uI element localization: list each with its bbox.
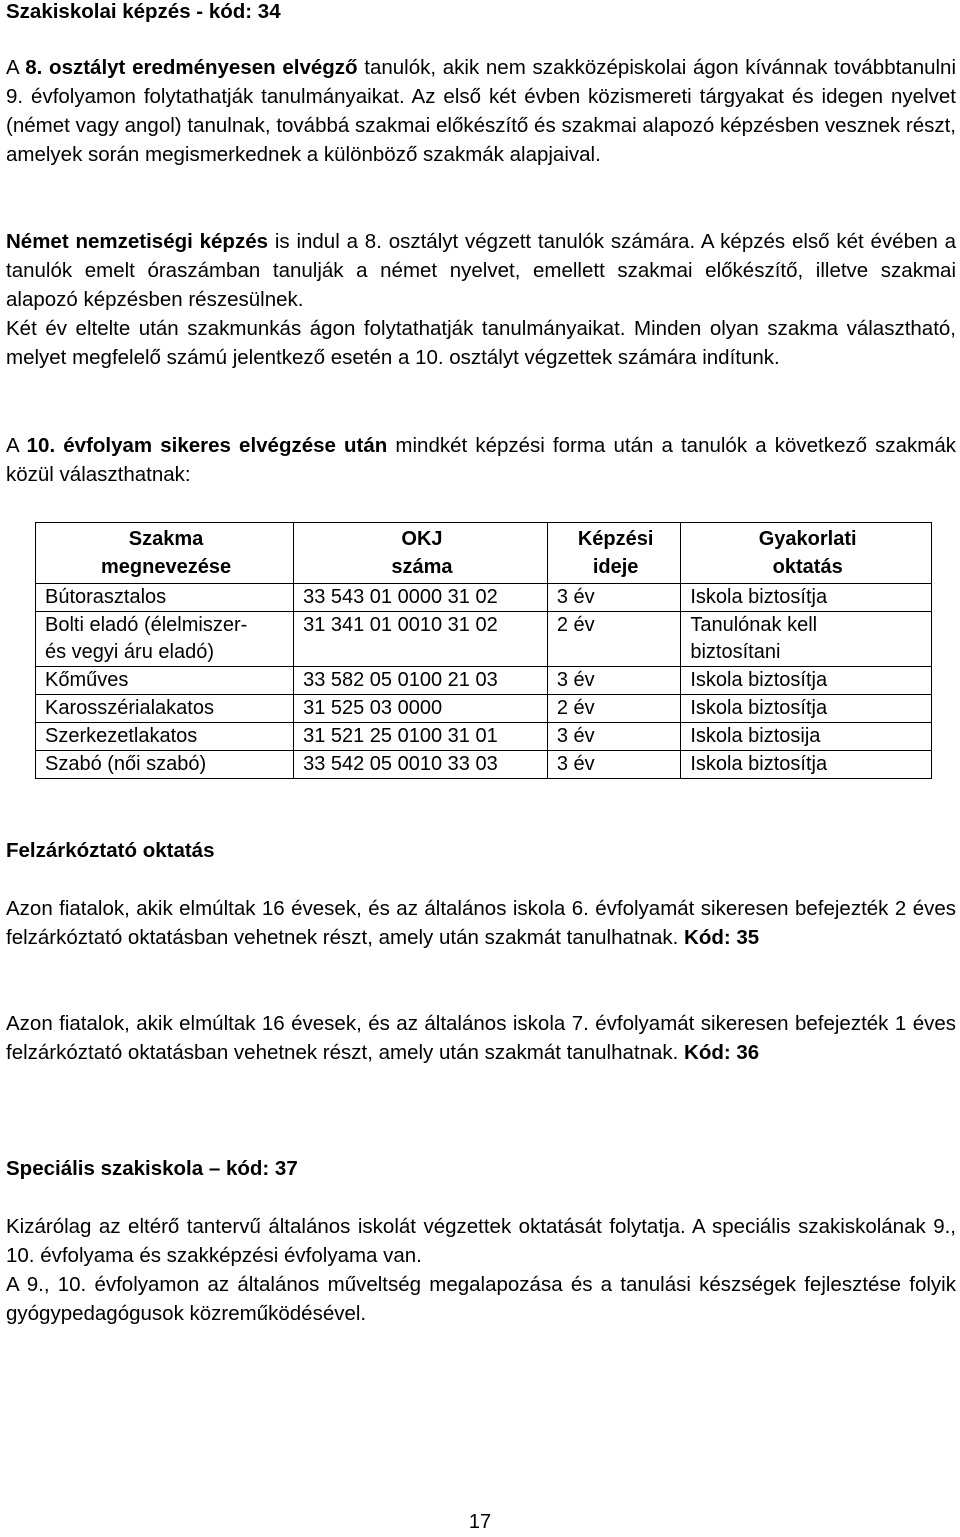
text-run: Azon fiatalok, akik elmúltak 16 évesek, és az általános iskola 7. évfolyamát sikeresen befejezték 1 éves felzárkóztató oktatásban vehetnek részt, amely után szakmát tanulhatnak. [6, 1012, 956, 1064]
table-cell: 2 év [547, 612, 680, 667]
text-run: mindkét képzési forma után a tanulók a következő szakmák közül választhatnak: [6, 434, 956, 486]
table-cell: Kőműves [36, 667, 294, 695]
table-cell: Bútorasztalos [36, 584, 294, 612]
text-run: A [6, 434, 27, 457]
table-cell: 31 525 03 0000 [294, 695, 548, 723]
bold-run: 8. osztályt eredményesen elvégző [25, 56, 358, 79]
table-row [36, 584, 932, 612]
table-cell: Iskola biztosítja [681, 751, 932, 779]
paragraph-intro [6, 53, 956, 169]
table-cell: Tanulónak kell biztosítani [681, 612, 932, 667]
section-heading-szakiskola: Szakiskolai képzés - kód: 34 [6, 0, 281, 23]
table-cell: 3 év [547, 584, 680, 612]
table-cell: 3 év [547, 667, 680, 695]
section-heading-felzarkoztato: Felzárkóztató oktatás [6, 839, 215, 862]
header-cell: Szakma megnevezése [36, 523, 294, 584]
table-cell: 3 év [547, 723, 680, 751]
header-cell: OKJ száma [294, 523, 548, 584]
table-row [36, 751, 932, 779]
table-row [36, 667, 932, 695]
text-run: Két év eltelte után szakmunkás ágon folytathatják tanulmányaikat. Minden olyan szakma választható, melyet megfelelő számú jelentkező esetén a 10. osztályt végzettek számára indítunk. [6, 317, 956, 369]
paragraph-nemzetisegi [6, 227, 956, 372]
text-run: is indul a 8. osztályt végzett tanulók számára. A képzés első két évében a tanulók emelt óraszámban tanulják a német nyelvet, emellett szakmai előkészítő, illetve szakmai alapozó képzésben részesülnek. [6, 230, 956, 311]
table-cell: Karosszérialakatos [36, 695, 294, 723]
bold-run: Kód: 36 [684, 1041, 760, 1064]
text-run: A [6, 56, 26, 79]
table-cell: 3 év [547, 751, 680, 779]
table-cell: 33 582 05 0100 21 03 [294, 667, 548, 695]
table-cell: 33 543 01 0000 31 02 [294, 584, 548, 612]
header-cell: Gyakorlati oktatás [681, 523, 932, 584]
text-run: Kizárólag az eltérő tantervű általános iskolát végzettek oktatását folytatja. A speciális szakiskolának 9., 10. évfolyama és szakképzési évfolyama van. [6, 1215, 956, 1267]
paragraph-specialis [6, 1212, 956, 1328]
text-run: A 9., 10. évfolyamon az általános műveltség megalapozása és a tanulási készségek fejlesztése folyik gyógypedagógusok közreműködésével. [6, 1273, 956, 1325]
page-number: 17 [468, 1511, 492, 1533]
table-cell: Iskola biztosítja [681, 584, 932, 612]
bold-run: Kód: 35 [684, 926, 760, 949]
bold-run: Német nemzetiségi képzés [6, 230, 269, 253]
table-cell: Iskola biztosítja [681, 695, 932, 723]
table-cell: 31 521 25 0100 31 01 [294, 723, 548, 751]
section-heading-specialis: Speciális szakiskola – kód: 37 [6, 1157, 298, 1180]
bold-run: 10. évfolyam sikeres elvégzése után [26, 434, 388, 457]
table-cell: Szabó (női szabó) [36, 751, 294, 779]
table-cell: Iskola biztosija [681, 723, 932, 751]
table-row [36, 695, 932, 723]
text-run: tanulók, akik nem szakközépiskolai ágon kívánnak továbbtanulni 9. évfolyamon folytathatják tanulmányaikat. Az első két évben közismereti tárgyakat és idegen nyelvet (német vagy angol) tanulnak, továbbá szakmai előkészítő és szakmai alapozó képzésben vesznek részt, amelyek során megismerkednek a különböző szakmák alapjaival. [6, 56, 957, 166]
table-cell: Iskola biztosítja [681, 667, 932, 695]
table-cell: Bolti eladó (élelmiszer- és vegyi áru eladó) [36, 612, 294, 667]
paragraph-kod-36 [6, 1009, 956, 1067]
table-header-row [36, 523, 932, 584]
paragraph-10-evfolyam [6, 431, 956, 489]
table-cell: Szerkezetlakatos [36, 723, 294, 751]
header-cell: Képzési ideje [547, 523, 680, 584]
table-row [36, 723, 932, 751]
table-cell: 33 542 05 0010 33 03 [294, 751, 548, 779]
table-cell: 2 év [547, 695, 680, 723]
text-run: Azon fiatalok, akik elmúltak 16 évesek, és az általános iskola 6. évfolyamát sikeresen befejezték 2 éves felzárkóztató oktatásban vehetnek részt, amely után szakmát tanulhatnak. [6, 897, 956, 949]
table-row [36, 612, 932, 667]
paragraph-kod-35 [6, 894, 956, 952]
szakmak-table [35, 522, 932, 779]
table-cell: 31 341 01 0010 31 02 [294, 612, 548, 667]
